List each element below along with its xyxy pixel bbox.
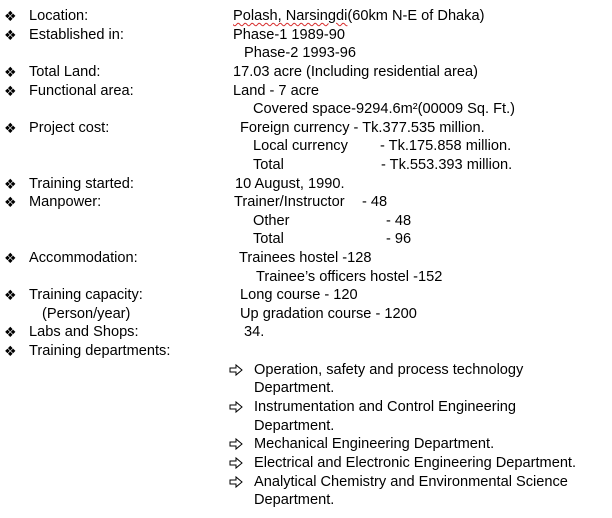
bullet-icon: ❖ bbox=[4, 120, 17, 136]
department-item-2-line2: Department. bbox=[254, 418, 335, 434]
arrow-right-icon bbox=[228, 473, 244, 491]
bullet-icon: ❖ bbox=[4, 27, 17, 43]
location-detail: (60km N-E of Dhaka) bbox=[347, 8, 485, 24]
total-land-label: Total Land: bbox=[29, 64, 101, 80]
bullet-icon: ❖ bbox=[4, 83, 17, 99]
arrow-right-icon bbox=[228, 398, 244, 416]
established-label: Established in: bbox=[29, 27, 124, 43]
bullet-icon: ❖ bbox=[4, 287, 17, 303]
project-cost-total-value: - Tk.553.393 million. bbox=[381, 157, 513, 173]
bullet-icon: ❖ bbox=[4, 176, 17, 192]
project-cost-local-label: Local currency bbox=[253, 138, 348, 154]
location-value bbox=[233, 7, 484, 25]
established-phase1: Phase-1 1989-90 bbox=[233, 27, 345, 43]
training-capacity-upgradation: Up gradation course - 1200 bbox=[240, 306, 417, 322]
manpower-other-value: - 48 bbox=[386, 213, 412, 229]
training-started-value: 10 August, 1990. bbox=[235, 176, 345, 192]
arrow-right-icon bbox=[228, 435, 244, 453]
training-capacity-label: Training capacity: bbox=[29, 287, 143, 303]
functional-area-land: Land - 7 acre bbox=[233, 83, 319, 99]
labs-label: Labs and Shops: bbox=[29, 324, 139, 340]
manpower-label: Manpower: bbox=[29, 194, 102, 210]
labs-value: 34. bbox=[244, 324, 265, 340]
training-started-label: Training started: bbox=[29, 176, 134, 192]
bullet-icon: ❖ bbox=[4, 64, 17, 80]
departments-label: Training departments: bbox=[29, 343, 171, 359]
department-item-5-line2: Department. bbox=[254, 492, 335, 508]
project-cost-label: Project cost: bbox=[29, 120, 110, 136]
location-place: Polash, Narsingdi bbox=[233, 8, 348, 24]
department-item-3-line1: Mechanical Engineering Department. bbox=[254, 436, 495, 452]
training-capacity-long: Long course - 120 bbox=[240, 287, 358, 303]
accommodation-trainees: Trainees hostel -128 bbox=[239, 250, 372, 266]
bullet-icon: ❖ bbox=[4, 343, 17, 359]
manpower-total-label: Total bbox=[253, 231, 284, 247]
department-item-5-line1: Analytical Chemistry and Environmental Science bbox=[254, 474, 568, 490]
department-item-2-line1: Instrumentation and Control Engineering bbox=[254, 399, 517, 415]
department-item-1-line2: Department. bbox=[254, 380, 335, 396]
bullet-icon: ❖ bbox=[4, 194, 17, 210]
department-item-4-line1: Electrical and Electronic Engineering Department. bbox=[254, 455, 577, 471]
bullet-icon: ❖ bbox=[4, 324, 17, 340]
manpower-trainer-label: Trainer/Instructor bbox=[234, 194, 345, 210]
department-item-1-line1: Operation, safety and process technology bbox=[254, 362, 524, 378]
location-label: Location: bbox=[29, 8, 89, 24]
manpower-total-value: - 96 bbox=[386, 231, 412, 247]
bullet-icon: ❖ bbox=[4, 8, 17, 24]
manpower-trainer-value: - 48 bbox=[362, 194, 388, 210]
project-cost-foreign: Foreign currency - Tk.377.535 million. bbox=[240, 120, 485, 136]
manpower-other-label: Other bbox=[253, 213, 290, 229]
bullet-icon: ❖ bbox=[4, 250, 17, 266]
total-land-value: 17.03 acre (Including residential area) bbox=[233, 64, 478, 80]
established-phase2: Phase-2 1993-96 bbox=[244, 45, 356, 61]
project-cost-total-label: Total bbox=[253, 157, 284, 173]
arrow-right-icon bbox=[228, 361, 244, 379]
project-cost-local-value: - Tk.175.858 million. bbox=[380, 138, 512, 154]
accommodation-officers: Trainee’s officers hostel -152 bbox=[256, 269, 443, 285]
functional-area-label: Functional area: bbox=[29, 83, 134, 99]
functional-area-covered: Covered space-9294.6m²(00009 Sq. Ft.) bbox=[253, 101, 516, 117]
accommodation-label: Accommodation: bbox=[29, 250, 138, 266]
training-capacity-sublabel: (Person/year) bbox=[42, 306, 131, 322]
arrow-right-icon bbox=[228, 454, 244, 472]
